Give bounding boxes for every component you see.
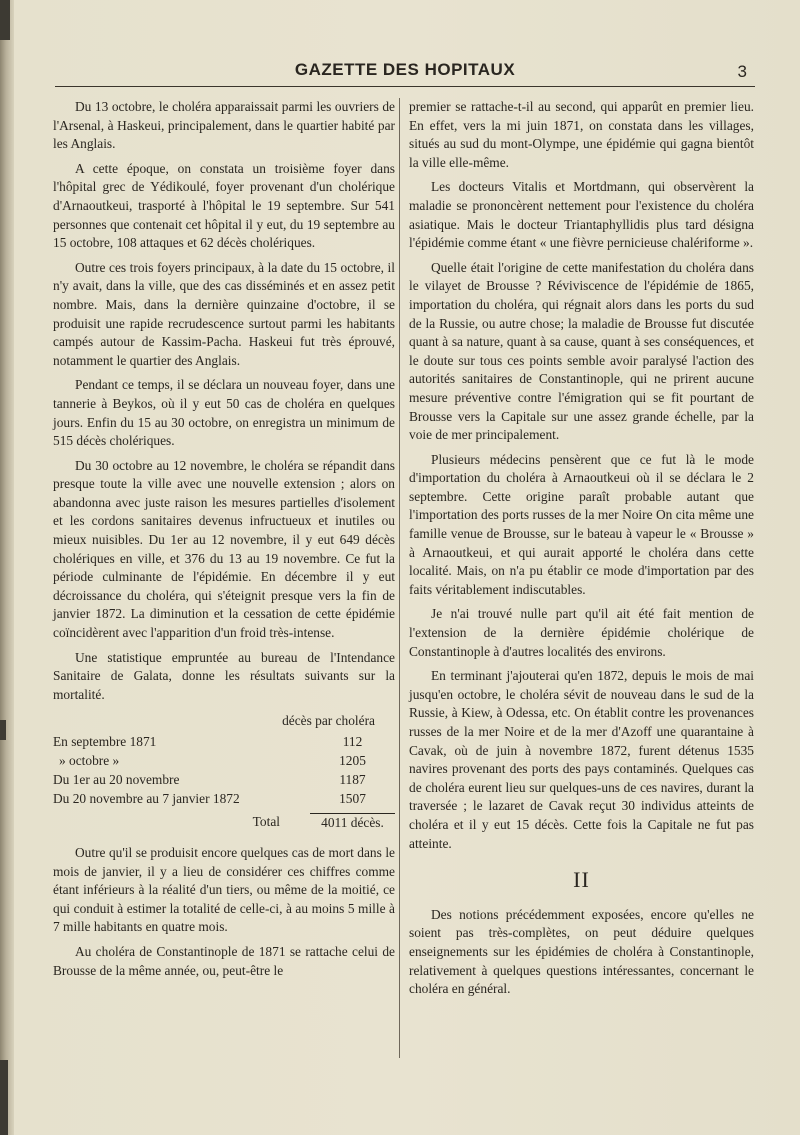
paragraph: Au choléra de Constantinople de 1871 se rattache celui de Brousse de la même année, ou, peut-être le [53, 943, 395, 978]
binding-mark [0, 720, 6, 740]
paragraph: Du 30 octobre au 12 novembre, le choléra se répandit dans presque toute la ville avec une nouvelle extension ; alors on abandonna avec juste raison les mesures partielles d'isolement et les cordons sanitaires devenus infructueux et inutiles ou mieux nuisibles. Du 1er au 12 novembre, il y eut 649 décès cholériques en ville, et 376 du 13 au 19 novembre. Ce fut la période culminante de l'épidémie. En décembre il y eut décroissance du choléra, qui s'éteignit presque vers la fin de janvier 1872. La diminution et la cessation de cette épidémie coïncidèrent avec l'apparition d'un froid très-intense. [53, 457, 395, 641]
paragraph: Outre ces trois foyers principaux, à la date du 15 octobre, il n'y avait, dans la ville, que des cas disséminés et en assez petit nombre. Mais, dans la dernière quinzaine d'octobre, il se produisit une rapide recrudescence surtout parmi les habitants campés autour de Kassim-Pacha. Haskeui fut très éprouvé, notamment le quartier des Anglais. [53, 259, 395, 368]
paragraph: Plusieurs médecins pensèrent que ce fut là le mode d'importation du choléra à Arnaoutkeui où il se déclara le 2 septembre. Cette origine paraît probable autant que l'importation des ports russes de la mer Noire On cita même une famille venue de Brousse, sur le bateau à vapeur le « Brousse » à Arnaoutkeui, et qui aurait apporté le choléra dans cette localité. Mais, on n'a pu établir ce mode d'importation par des faits véritablement indiscutables. [409, 451, 754, 597]
mortality-table [53, 712, 395, 832]
table-header: décès par choléra [282, 713, 375, 729]
left-column [53, 98, 395, 986]
paragraph: A cette époque, on constata un troisième foyer dans l'hôpital grec de Yédikoulé, foyer provenant d'un cholérique d'Arnaoutkeui, trasporté à l'hôpital le 19 septembre. Sur 541 personnes que contenait cet hôpital il y eut, du 19 septembre au 15 octobre, 108 attaques et 62 décès cholériques. [53, 160, 395, 251]
total-value: 4011 décès. [310, 813, 395, 832]
paragraph: Une statistique empruntée au bureau de l'Intendance Sanitaire de Galata, donne les résultats suivants sur la mortalité. [53, 649, 395, 702]
table-row [53, 752, 395, 771]
total-label: Total [252, 814, 280, 829]
row-label: » octobre » [59, 753, 120, 768]
row-value: 1507 [339, 791, 366, 806]
paragraph: Les docteurs Vitalis et Mortdmann, qui observèrent la maladie se prononcèrent nettement pour l'existence du choléra asiatique. Mais le docteur Triantaphyllidis plus tard désigna l'épidémie comme étant « une fièvre pernicieuse chalériforme ». [409, 179, 754, 251]
section-heading: II [573, 867, 590, 893]
running-head [55, 58, 755, 87]
page-binding-edge [0, 0, 14, 1135]
binding-mark [0, 1060, 8, 1135]
page-number: 3 [737, 62, 747, 81]
paragraph: Du 13 octobre, le choléra apparaissait parmi les ouvriers de l'Arsenal, à Haskeui, principalement, dans le quartier habité par les Anglais. [53, 99, 395, 152]
paragraph: Pendant ce temps, il se déclara un nouveau foyer, dans une tannerie à Beykos, où il y eut 50 cas de choléra en quelques jours. Enfin du 15 au 30 octobre, on enregistra un minimum de 515 décès cholériques. [53, 377, 395, 449]
row-value: 112 [342, 734, 363, 749]
binding-mark [0, 0, 10, 40]
row-label: En septembre 1871 [53, 734, 157, 749]
paragraph: Je n'ai trouvé nulle part qu'il ait été fait mention de l'extension de la dernière épidémie cholérique de Constantinople à d'autres localités des environs. [409, 606, 754, 659]
paragraph: premier se rattache-t-il au second, qui apparût en premier lieu. En effet, vers la mi juin 1871, on constata dans les villages, situés au sud du mont-Olympe, une épidémie qui gagna bientôt la ville elle-même. [409, 99, 754, 170]
paragraph: En terminant j'ajouterai qu'en 1872, depuis le mois de mai jusqu'en octobre, le choléra sévit de nouveau dans le sud de la Russie, à Kiew, à Odessa, etc. On établit contre les provenances russes de la mer Noire et de la mer d'Azoff une quarantaine à Cavak, où de juin à novembre 1872, furent détenus 1535 navires provenant des ports des pays contaminés. Quelques cas de choléra eurent lieu sur quelques-uns de ces navires, durant la traversée ; le lazaret de Cavak reçut 30 individus atteints de choléra et il y eut 15 décès. Cette fois la Capitale ne fut pas atteinte. [409, 668, 754, 851]
row-value: 1187 [339, 772, 366, 787]
row-value: 1205 [339, 753, 366, 768]
paragraph: Outre qu'il se produisit encore quelques cas de mort dans le mois de janvier, il y a lieu de considérer ces chiffres comme étant inférieurs à la réalité d'un tiers, ou même de la moitié, ce qui conduit à estimer la totalité de celle-ci, à au moins 5 mille à 7 mille habitants en quatre mois. [53, 845, 395, 935]
table-row [53, 771, 395, 790]
running-title: GAZETTE DES HOPITAUX [294, 60, 516, 79]
paragraph: Quelle était l'origine de cette manifestation du choléra dans le vilayet de Brousse ? Réviviscence de l'épidémie de 1865, importation du choléra, qui régnait alors dans les ports du sud de la Russie, ou autre chose; la maladie de Brousse fut discutée quant à sa nature, quant à sa cause, quant à ses conséquences, et le doute sur tous ces points semble avoir paralysé l'action des autorités sanitaires de Constantinople, qui ne prirent aucune mesure préventive contre l'émigration qui se fit pourtant de Brousse vers la Capitale sur une assez grande échelle, par la voie de mer principalement. [409, 259, 754, 443]
table-row [53, 790, 395, 809]
table-total-row [53, 813, 395, 832]
column-divider [399, 98, 400, 1058]
table-row [53, 733, 395, 752]
right-column [409, 98, 754, 1005]
row-label: Du 1er au 20 novembre [53, 772, 180, 787]
paragraph: Des notions précédemment exposées, encore qu'elles ne soient pas très-complètes, on peut déduire quelques enseignements sur les épidémies de choléra à Constantinople, relativement à quelques questions intéressantes, concernant le choléra en général. [409, 906, 754, 997]
row-label: Du 20 novembre au 7 janvier 1872 [53, 791, 240, 806]
